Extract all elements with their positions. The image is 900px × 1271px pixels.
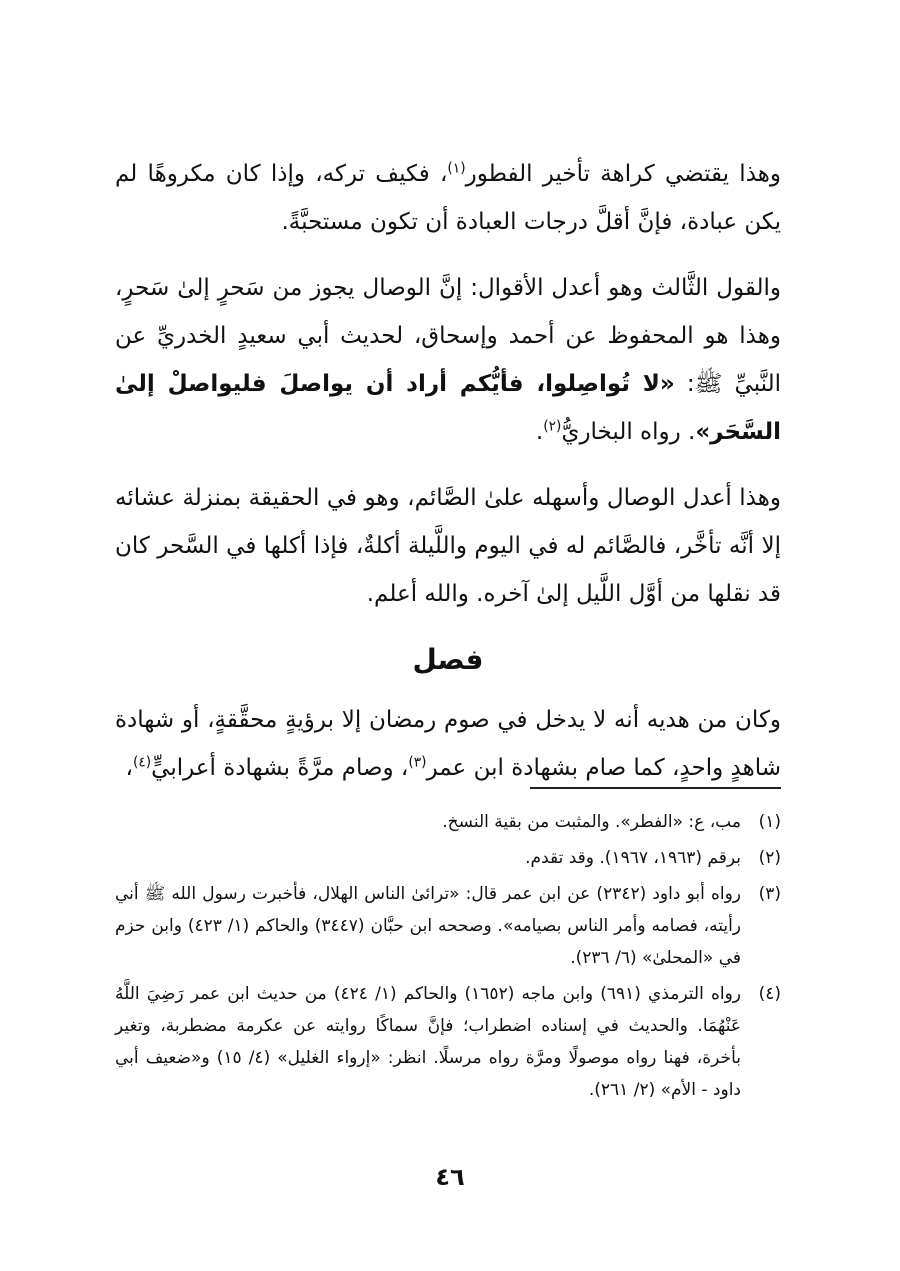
paragraph-2-text-b: . رواه البخاريُّ [561, 419, 696, 445]
footnote-text: رواه أبو داود (٢٣٤٢) عن ابن عمر قال: «ترائىٰ الناس الهلال، فأخبرت رسول الله ﷺ أني رأيته، فصامه وأمر الناس بصيامه». وصححه ابن حبَّان (٣٤٤٧) والحاكم (١/ ٤٢٣) وابن حزم في «المحلىٰ» (٦/ ٢٣٦). [115, 884, 742, 968]
footnote-1 [115, 806, 781, 838]
footnote-ref-2: (٢) [543, 418, 562, 435]
paragraph-1 [115, 150, 781, 246]
paragraph-1-text: وهذا يقتضي كراهة تأخير الفطور [465, 161, 782, 187]
footnote-3 [115, 878, 781, 974]
paragraph-2 [115, 264, 781, 456]
page-number: ٤٦ [435, 1163, 465, 1191]
footnote-text: برقم (١٩٦٣، ١٩٦٧). وقد تقدم. [525, 848, 741, 868]
footnote-2 [115, 842, 781, 874]
paragraph-4-end: ، [125, 755, 133, 781]
footnote-number: (٤) [758, 984, 781, 1004]
paragraph-2-end: . [535, 419, 544, 445]
footnote-4 [115, 978, 781, 1106]
footnote-number: (٣) [758, 884, 781, 904]
footnote-text: مب، ع: «الفطر». والمثبت من بقية النسخ. [442, 812, 741, 832]
paragraph-4 [115, 696, 781, 792]
footnote-number: (٢) [758, 848, 781, 868]
hadith-quote: «لا تُواصِلوا، فأيُّكم أراد أن يواصلَ فليواصلْ إلىٰ السَّحَر» [115, 371, 781, 445]
footnote-separator [530, 787, 781, 789]
footnote-text: رواه الترمذي (٦٩١) وابن ماجه (١٦٥٢) والحاكم (١/ ٤٢٤) من حديث ابن عمر رَضِيَ اللَّهُ عَنْهُمَا. والحديث في إسناده اضطراب؛ فإنَّ سماكًا روايته عن عكرمة مضطربة، وتغير بأخرة، فهنا رواه موصولًا ومرَّة رواه مرسلًا. انظر: «إرواء الغليل» (٤/ ١٥) و«ضعيف أبي داود - الأم» (٢/ ٢٦١). [115, 984, 741, 1100]
paragraph-2-text-a: والقول الثَّالث وهو أعدل الأقوال: إنَّ الوصال يجوز من سَحرٍ إلىٰ سَحرٍ، وهذا هو المحفوظ عن أحمد وإسحاق، لحديث أبي سعيدٍ الخدريِّ عن النَّبيِّ ﷺ: [115, 275, 781, 397]
paragraph-4-text-a: وكان من هديه أنه لا يدخل في صوم رمضان إلا برؤيةٍ محقَّقةٍ، أو شهادة شاهدٍ واحدٍ، كما صام بشهادة ابن عمر [115, 707, 781, 781]
paragraph-4-text-b: ، وصام مرَّةً بشهادة أعرابيٍّ [151, 755, 409, 781]
footnote-ref-4: (٤) [132, 754, 152, 771]
main-text [115, 150, 781, 810]
section-heading: فصل [412, 643, 484, 676]
footnotes [115, 806, 781, 1110]
footnote-ref-1: (١) [447, 160, 466, 177]
footnote-number: (١) [758, 812, 781, 832]
paragraph-3: وهذا أعدل الوصال وأسهله علىٰ الصَّائم، وهو في الحقيقة بمنزلة عشائه إلا أنَّه تأخَّر، فالصَّائم له في اليوم واللَّيلة أكلةٌ، فإذا أكلها في السَّحر كان قد نقلها من أوَّل اللَّيل إلىٰ آخره. والله أعلم. [115, 485, 781, 607]
footnote-ref-3: (٣) [408, 754, 427, 771]
paragraph-1-rest: ، فكيف تركه، وإذا كان مكروهًا لم يكن عبادة، فإنَّ أقلَّ درجات العبادة أن تكون مستحبَّةً. [115, 161, 781, 235]
